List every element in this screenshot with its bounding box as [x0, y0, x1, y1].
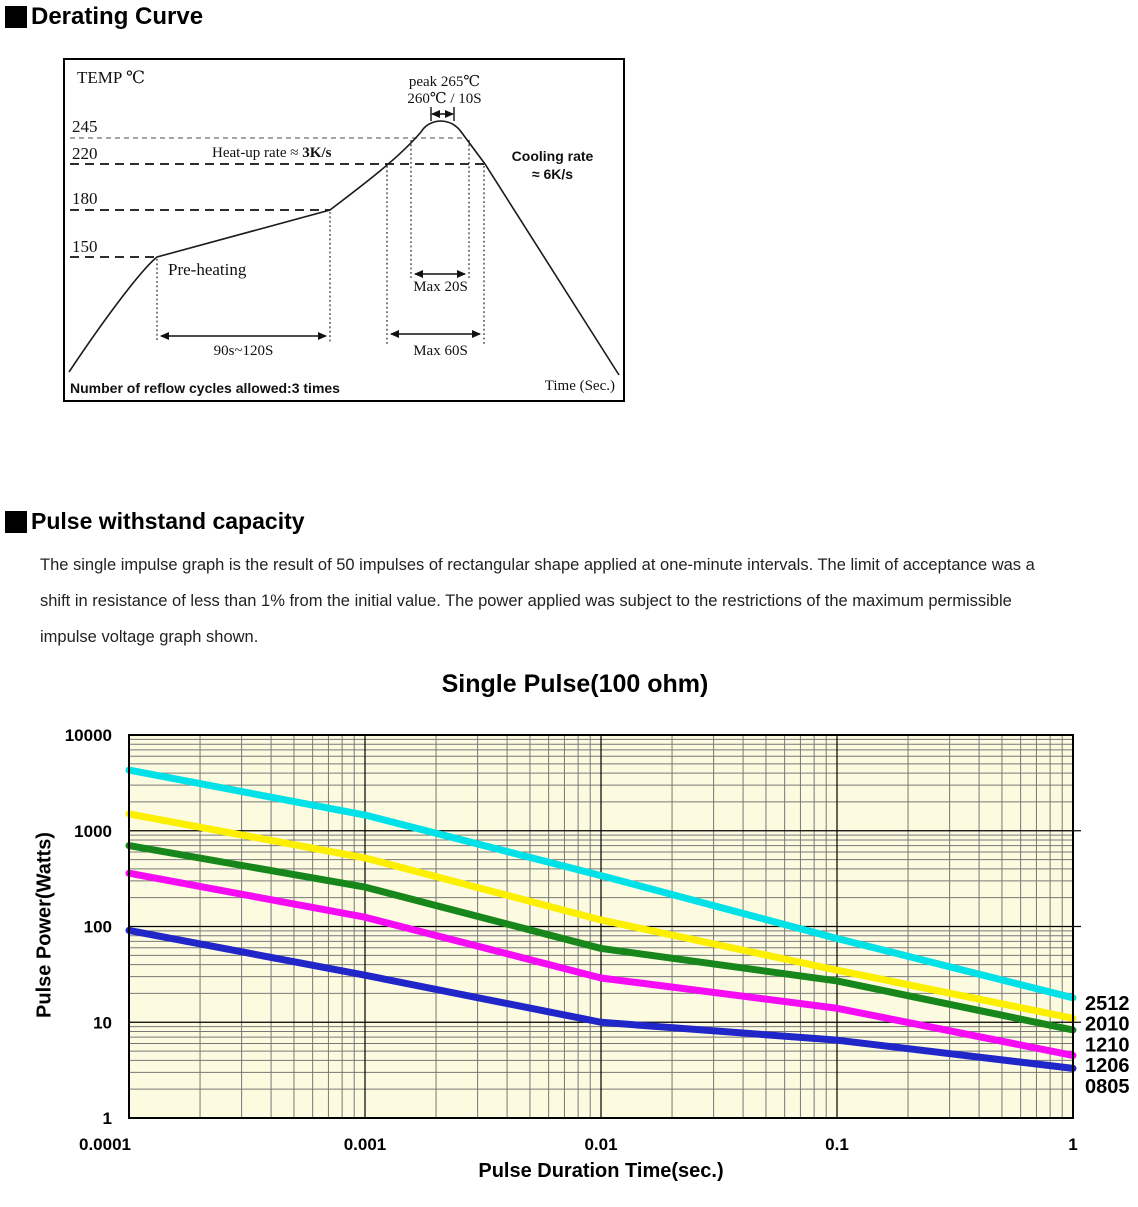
heatup-rate-value: 3K/s: [302, 145, 332, 161]
x-axis-title: Pulse Duration Time(sec.): [478, 1160, 724, 1182]
cooling-rate-value: ≈ 6K/s: [531, 166, 574, 182]
pulse-section-header: [5, 508, 305, 535]
x-tick-label: 0.0001: [79, 1135, 131, 1154]
derating-section-header: [5, 3, 203, 31]
series-label-0805: 0805: [1085, 1075, 1130, 1098]
x-tick-label: 0.001: [343, 1135, 387, 1154]
x-tick-label: 1: [1068, 1135, 1078, 1154]
y-axis-title: Pulse Power(Watts): [33, 832, 56, 1018]
y-tick-label: 1: [102, 1109, 112, 1128]
temp-220-label: 220: [72, 144, 98, 163]
pulse-chart: [0, 700, 1138, 1165]
max60-label: Max 60S: [413, 343, 468, 359]
y-tick-label: 10: [93, 1013, 112, 1033]
x-tick-label: 0.1: [825, 1135, 849, 1154]
heatup-rate-prefix: Heat-up rate ≈: [212, 145, 299, 161]
derating-header-text: Derating Curve: [31, 3, 204, 30]
series-label-2010: 2010: [1085, 1013, 1130, 1036]
section-bullet-square: [5, 511, 27, 533]
pulse-description-line2: shift in resistance of less than 1% from the initial value. The power applied was subject to the restrictions of the maximum permissible: [40, 592, 1012, 610]
temp-150-label: 150: [72, 237, 98, 256]
pulse-description-line1: The single impulse graph is the result of 50 impulses of rectangular shape applied at one-minute intervals. The limit of acceptance was a: [40, 556, 1035, 574]
series-label-1206: 1206: [1085, 1055, 1130, 1078]
preheat-duration-label: 90s~120S: [213, 343, 274, 359]
pulse-description-line3: impulse voltage graph shown.: [40, 628, 259, 646]
preheating-label: Pre-heating: [168, 260, 247, 279]
reflow-cycles-note: Number of reflow cycles allowed:3 times: [70, 380, 340, 396]
series-label-1210: 1210: [1085, 1034, 1130, 1057]
heatup-rate-label: [212, 145, 331, 162]
peak-time-label: 260℃ / 10S: [407, 91, 482, 107]
temp-axis-label: TEMP ℃: [77, 68, 145, 87]
pulse-description: [40, 547, 1110, 655]
section-bullet-square: [5, 6, 27, 28]
temp-180-label: 180: [72, 189, 98, 208]
time-axis-label: Time (Sec.): [544, 378, 615, 394]
peak-temp-label: peak 265℃: [408, 74, 481, 90]
derating-diagram: [63, 58, 625, 402]
cooling-rate-label: Cooling rate: [511, 148, 594, 164]
x-tick-label: 0.01: [584, 1135, 618, 1154]
temp-245-label: 245: [72, 117, 98, 136]
y-tick-label: 1000: [74, 821, 112, 841]
y-tick-label: 10000: [64, 726, 112, 745]
y-tick-label: 100: [83, 917, 112, 937]
pulse-header-text: Pulse withstand capacity: [31, 508, 305, 534]
max20-label: Max 20S: [413, 279, 468, 295]
chart-title: Single Pulse(100 ohm): [441, 670, 709, 698]
series-label-2512: 2512: [1085, 993, 1130, 1015]
derating-diagram-svg: [65, 60, 623, 400]
